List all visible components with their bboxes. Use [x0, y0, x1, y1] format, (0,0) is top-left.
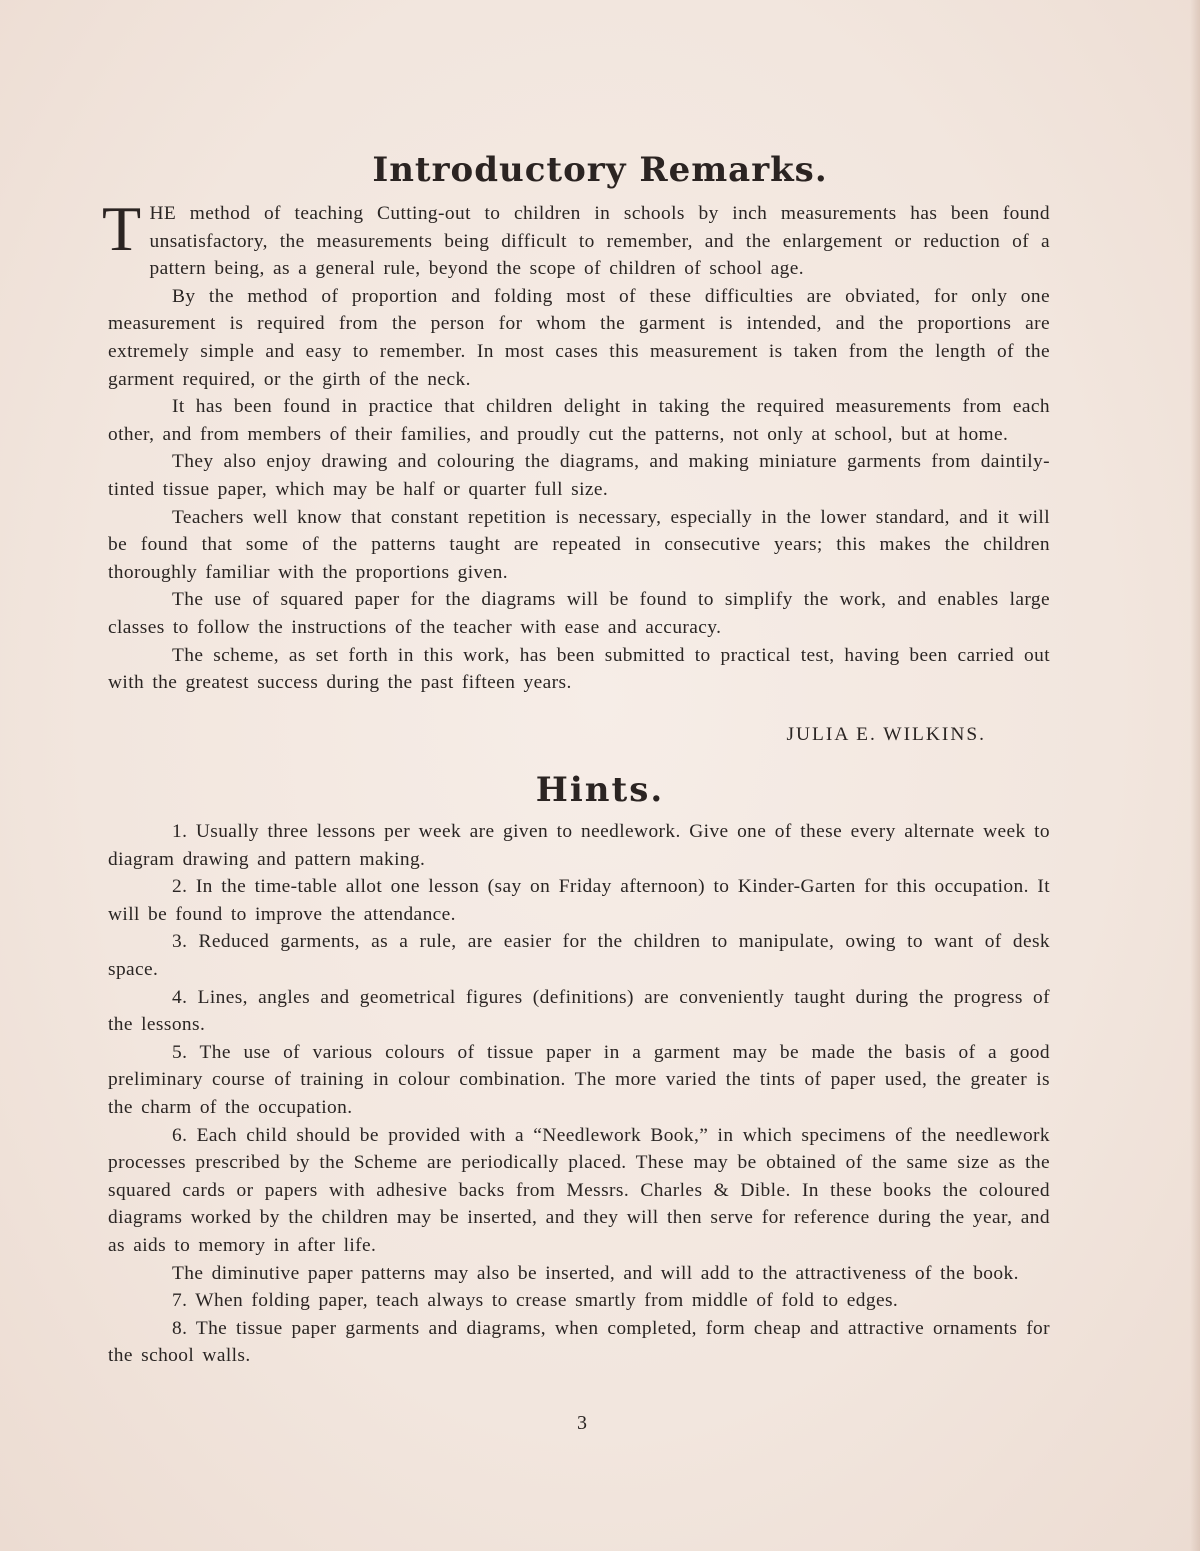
intro-paragraph-1-text: HE method of teaching Cutting-out to children in schools by inch measurements has been found unsatisfactory, the measurements being difficult to remember, and the enlargement or reduction of a pattern being, as a general rule, beyond the scope of children of school age. [149, 203, 1050, 280]
intro-paragraph-1 [102, 193, 1050, 283]
author-signature: JULIA E. WILKINS. [786, 724, 986, 745]
drop-cap: T [102, 193, 142, 264]
hint-item: 2. In the time-table allot one lesson (say on Friday afternoon) to Kinder-Garten for this occupation. It will be found to improve the attendance. [108, 876, 1050, 925]
intro-paragraph: By the method of proportion and folding most of these difficulties are obviated, for only one measurement is required from the person for whom the garment is intended, and the proportions are extremely simple and easy to remember. In most cases this measurement is taken from the length of the garment required, or the girth of the neck. [108, 285, 1050, 390]
hint-item: 3. Reduced garments, as a rule, are easier for the children to manipulate, owing to want of desk space. [108, 931, 1050, 980]
intro-paragraph: The scheme, as set forth in this work, has been submitted to practical test, having been carried out with the greatest success during the past fifteen years. [108, 644, 1050, 694]
hint-item: 8. The tissue paper garments and diagrams, when completed, form cheap and attractive ornaments for the school walls. [108, 1317, 1050, 1367]
hint-item: 4. Lines, angles and geometrical figures (definitions) are conveniently taught during the progress of the lessons. [108, 986, 1050, 1036]
page-number: 3 [577, 1412, 587, 1434]
intro-paragraph: It has been found in practice that children delight in taking the required measurements from each other, and from members of their families, and proudly cut the patterns, not only at school, but at home. [108, 396, 1050, 445]
introductory-remarks-body [102, 193, 1050, 697]
hint-item: 1. Usually three lessons per week are given to needlework. Give one of these every alternate week to diagram drawing and pattern making. [108, 821, 1050, 870]
hint-item: The diminutive paper patterns may also be inserted, and will add to the attractiveness of the book. [172, 1262, 1019, 1284]
introductory-remarks-title: Introductory Remarks. [372, 150, 828, 190]
hint-item: 7. When folding paper, teach always to crease smartly from middle of fold to edges. [172, 1290, 899, 1312]
intro-paragraph: The use of squared paper for the diagrams will be found to simplify the work, and enables large classes to follow the instructions of the teacher with ease and accuracy. [108, 589, 1050, 638]
intro-paragraph: Teachers well know that constant repetition is necessary, especially in the lower standard, and it will be found that some of the patterns taught are repeated in consecutive years; this makes the children thoroughly familiar with the proportions given. [108, 506, 1050, 583]
hint-item: 6. Each child should be provided with a “Needlework Book,” in which specimens of the needlework processes prescribed by the Scheme are periodically placed. These may be obtained of the same size as the squared cards or papers with adhesive backs from Messrs. Charles & Dible. In these books the coloured diagrams worked by the children may be inserted, and they will then serve for reference during the year, and as aids to memory in after life. [108, 1124, 1050, 1256]
hints-title: Hints. [535, 770, 665, 810]
hint-item: 5. The use of various colours of tissue paper in a garment may be made the basis of a good preliminary course of training in colour combination. The more varied the tints of paper used, the greater is the charm of the occupation. [108, 1041, 1050, 1118]
intro-paragraph: They also enjoy drawing and colouring the diagrams, and making miniature garments from daintily-tinted tissue paper, which may be half or quarter full size. [108, 451, 1050, 500]
hints-body [108, 818, 1050, 1370]
